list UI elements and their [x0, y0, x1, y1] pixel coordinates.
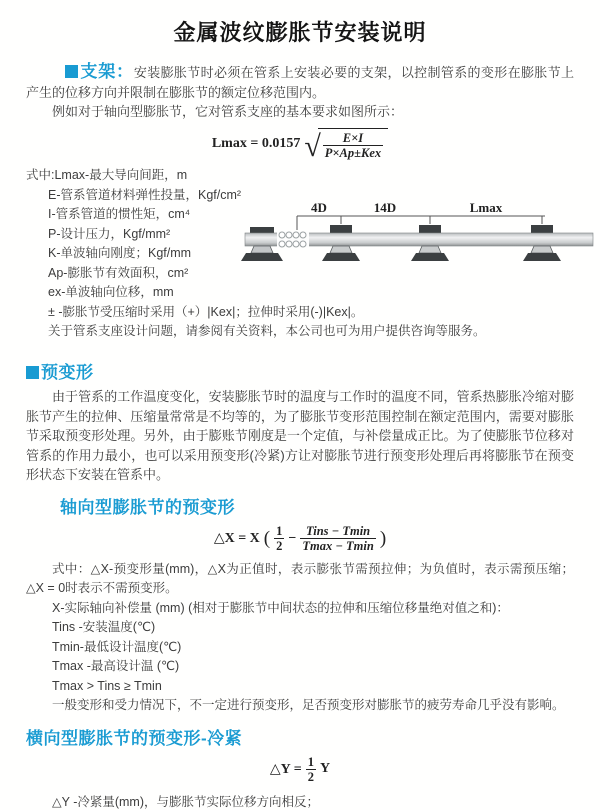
formula-lateral	[26, 755, 574, 785]
support-body-text: 安装膨胀节时必须在管系上安装必要的支架，以控制管系的变形在膨胀节上产生的位移方向并限制在膨胀节的额定位移范围内。	[26, 65, 574, 100]
page-title: 金属波纹膨胀节安装说明	[173, 20, 427, 45]
close-paren: )	[379, 527, 387, 549]
dim-label-lmax: Lmax	[469, 200, 503, 216]
definition-line: 关于管系支座设计问题，请参阅有关资料，本公司也可为用户提供咨询等服务。	[48, 324, 486, 339]
formula-lateral-lhs: △Y =	[269, 761, 302, 777]
formula-lmax-numerator: E×I	[342, 130, 364, 145]
support-paragraph	[26, 62, 574, 102]
formula-lateral-rhs: Y	[319, 761, 331, 777]
half-numerator: 1	[307, 754, 314, 769]
lateral-note-line: △Y -冷紧量(mm)，与膨胀节实际位移方向相反；	[52, 795, 320, 810]
definition-line: 式中:Lmax-最大导向间距，m	[26, 168, 188, 183]
definition-line: ± -膨胀节受压缩时采用（+）|Kex|；拉伸时采用(-)|Kex|。	[48, 304, 364, 319]
half-numerator: 1	[276, 523, 283, 538]
definition-line: ex-单波轴向位移，mm	[48, 285, 174, 300]
formula-axial	[26, 524, 574, 554]
note-line: Tmax -最高设计温 (℃)	[52, 659, 180, 673]
pipe-support-diagram	[238, 200, 595, 296]
minus-operator: −	[288, 530, 297, 546]
support-heading: 支架：	[80, 62, 134, 81]
section-marker-icon	[26, 366, 39, 379]
open-paren: (	[263, 527, 271, 549]
lateral-subheading: 横向型膨胀节的预变形-冷紧	[26, 728, 243, 748]
axial-subheading: 轴向型膨胀节的预变形	[60, 497, 235, 517]
formula-lmax-lhs: Lmax = 0.0157	[211, 135, 301, 151]
sqrt-radical	[304, 128, 388, 164]
axial-notes-list	[26, 560, 574, 716]
support-example-line: 例如对于轴向型膨胀节，它对管系支座的基本要求如图所示：	[52, 104, 404, 119]
note-line: Tmax > Tins ≥ Tmin	[52, 678, 162, 693]
note-line: X-实际轴向补偿量 (mm) (相对于膨胀节中间状态的拉伸和压缩位移量绝对值之和)：	[52, 600, 509, 615]
predeform-section-heading	[26, 358, 574, 383]
half-denominator: 2	[307, 769, 314, 784]
predeform-paragraph: 由于管系的工作温度变化，安装膨胀节时的温度与工作时的温度不同，管系热膨胀冷缩对膨胀节产生的拉伸、压缩量常常是不均等的，为了膨胀节变形范围控制在额定范围内，需要对膨胀节采取预变形处理。另外，由于膨账节刚度是一个定值，与补偿量成正比。为了使膨胀节位移对管系的作用力最小，也可以采用预变形(冷紧)方让对膨胀节进行预变形处理后再将膨胀节在预变形状态下安装在管系中。	[26, 389, 574, 483]
note-line: Tmin-最低设计温度(℃)	[52, 639, 182, 654]
definition-line: I-管系管道的惯性矩，cm⁴	[48, 207, 191, 222]
definition-line: P-设计压力，Kgf/mm²	[48, 226, 171, 241]
note-line: 式中：△X-预变形量(mm)，△X为正值时，表示膨张节需预拉伸；为负值时，表示需预压缩；△X = 0时表示不需预变形。	[26, 561, 574, 595]
dim-label-14d: 14D	[373, 200, 397, 216]
section-marker-icon	[65, 65, 78, 78]
definition-line: E-管系管道材料弹性投量，Kgf/cm²	[48, 187, 242, 202]
radical-sign: √	[304, 130, 321, 164]
dim-label-4d: 4D	[311, 200, 327, 216]
note-line: Tins -安装温度(℃)	[52, 620, 156, 634]
support-pedestals	[241, 246, 561, 261]
formula-axial-lhs: △X = X	[213, 531, 260, 547]
support-detail-block	[26, 166, 574, 348]
formula-lmax-denominator: P×Ap±Kex	[324, 145, 382, 160]
half-denominator: 2	[276, 539, 283, 554]
predeform-heading-text: 预变形	[41, 363, 94, 383]
note-line: 一般变形和受力情况下，不一定进行预变形，足否预变形对膨胀节的疲劳寿命几乎没有影响。	[52, 698, 565, 712]
temp-frac-numerator: Tins − Tmin	[306, 523, 371, 538]
bellows-icon	[277, 232, 309, 248]
formula-lmax	[26, 128, 574, 164]
temp-frac-denominator: Tmax − Tmin	[302, 539, 374, 554]
definition-line: Ap-膨胀节有效面积，cm²	[48, 265, 189, 280]
definition-line: K-单波轴向刚度；Kgf/mm	[48, 246, 192, 261]
